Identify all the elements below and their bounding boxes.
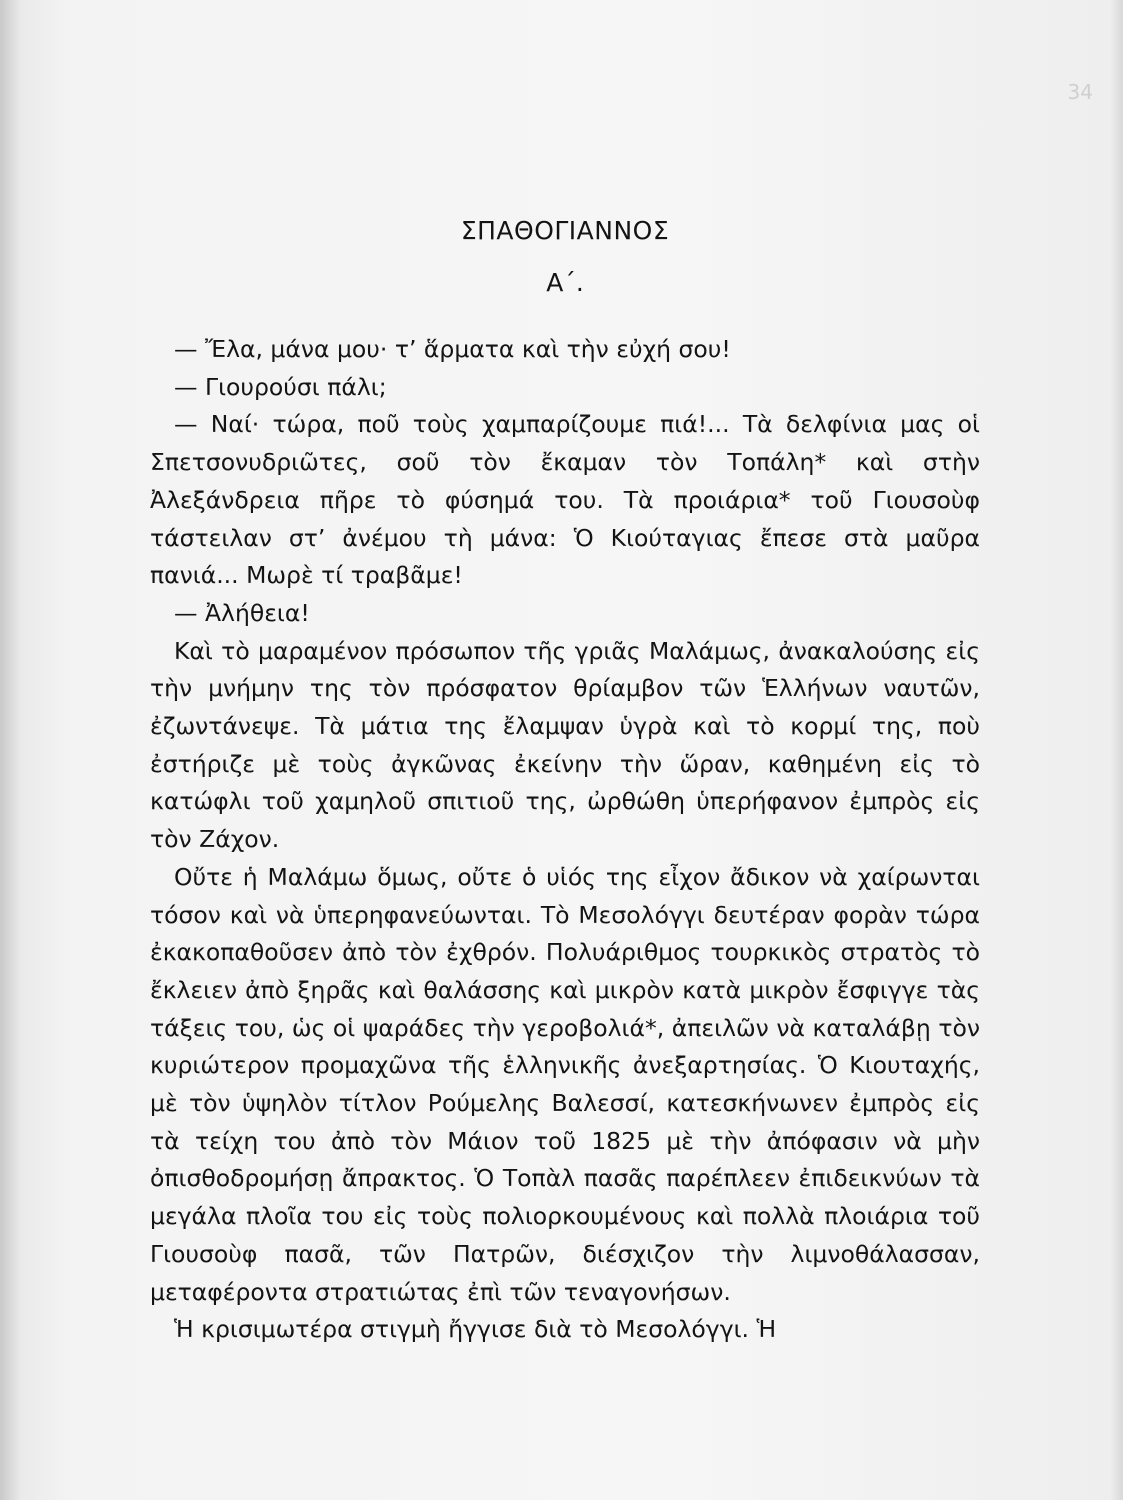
page-edge-shadow bbox=[1109, 0, 1123, 1500]
paragraph: — Ἀλήθεια! bbox=[174, 598, 310, 627]
paragraph: — Ναί· τώρα, ποῦ τοὺς χαμπαρίζουμε πιά!... Τὰ δελφίνια μας οἱ Σπετσονυδριῶτες, σοῦ τὸν ἔκαμαν τὸν Τοπάλη* καὶ στὴν Ἀλεξάνδρεια πῆρε τὸ φύσημά του. Τὰ προιάρια* τοῦ Γιουσοὺφ τάστειλαν στ’ ἀνέμου τὴ μάνα: Ὁ Κιούταγιας ἔπεσε στὰ μαῦρα πανιά... Μωρὲ τί τραβᾶμε! bbox=[150, 410, 980, 590]
paragraph: Οὔτε ἡ Μαλάμω ὅμως, οὔτε ὁ υἱός της εἶχον ἄδικον νὰ χαίρωνται τόσον καὶ νὰ ὑπερηφανεύωνται. Τὸ Μεσολόγγι δευτέραν φορὰν τώρα ἐκακοπαθοῦσεν ἀπὸ τὸν ἐχθρόν. Πολυάριθμος τουρκικὸς στρατὸς τὸ ἔκλειεν ἀπὸ ξηρᾶς καὶ θαλάσσης καὶ μικρὸν κατὰ μικρὸν ἔσφιγγε τὰς τάξεις του, ὡς οἱ ψαράδες τὴν γεροβολιά*, ἀπειλῶν νὰ καταλάβῃ τὸν κυριώτερον προμαχῶνα τῆς ἑλληνικῆς ἀνεξαρτησίας. Ὁ Κιουταχής, μὲ τὸν ὑψηλὸν τίτλον Ρούμελης Βαλεσσί, κατεσκήνωνεν ἐμπρὸς εἰς τὰ τείχη του ἀπὸ τὸν Μάιον τοῦ 1825 μὲ τὴν ἀπόφασιν νὰ μὴν ὀπισθοδρομήσῃ ἄπρακτος. Ὁ Τοπὰλ πασᾶς παρέπλεεν ἐπιδεικνύων τὰ μεγάλα πλοῖα του εἰς τοὺς πολιορκουμένους καὶ πολλὰ πλοιάρια τοῦ Γιουσοὺφ πασᾶ, τῶν Πατρῶν, διέσχιζον τὴν λιμνοθάλασσαν, μεταφέροντα στρατιώτας ἐπὶ τῶν τεναγονήσων. bbox=[150, 862, 980, 1306]
page-spine-shadow bbox=[0, 0, 22, 1500]
page-number: 34 bbox=[1067, 80, 1093, 104]
paragraph: — Γιουρούσι πάλι; bbox=[174, 372, 387, 401]
paragraph: — Ἔλα, μάνα μου· τ’ ἅρματα καὶ τὴν εὐχή σου! bbox=[174, 335, 731, 363]
chapter-title: ΣΠΑΘΟΓΙΑΝΝΟΣ bbox=[460, 216, 670, 245]
paragraph: Ἡ κρισιμωτέρα στιγμὴ ἤγγισε διὰ τὸ Μεσολόγγι. Ἡ bbox=[174, 1315, 777, 1344]
paragraph: Καὶ τὸ μαραμένον πρόσωπον τῆς γριᾶς Μαλάμως, ἀνακαλούσης εἰς τὴν μνήμην της τὸν πρόσφατον θρίαμβον τῶν Ἑλλήνων ναυτῶν, ἐζωντάνεψε. Τὰ μάτια της ἔλαμψαν ὑγρὰ καὶ τὸ κορμί της, ποὺ ἐστήριζε μὲ τοὺς ἀγκῶνας ἐκείνην τὴν ὥραν, καθημένη εἰς τὸ κατώφλι τοῦ χαμηλοῦ σπιτιοῦ της, ὠρθώθη ὑπερήφανον ἐμπρὸς εἰς τὸν Ζάχον. bbox=[150, 636, 980, 854]
section-heading: Α΄. bbox=[546, 268, 584, 297]
text-block bbox=[150, 205, 980, 1349]
